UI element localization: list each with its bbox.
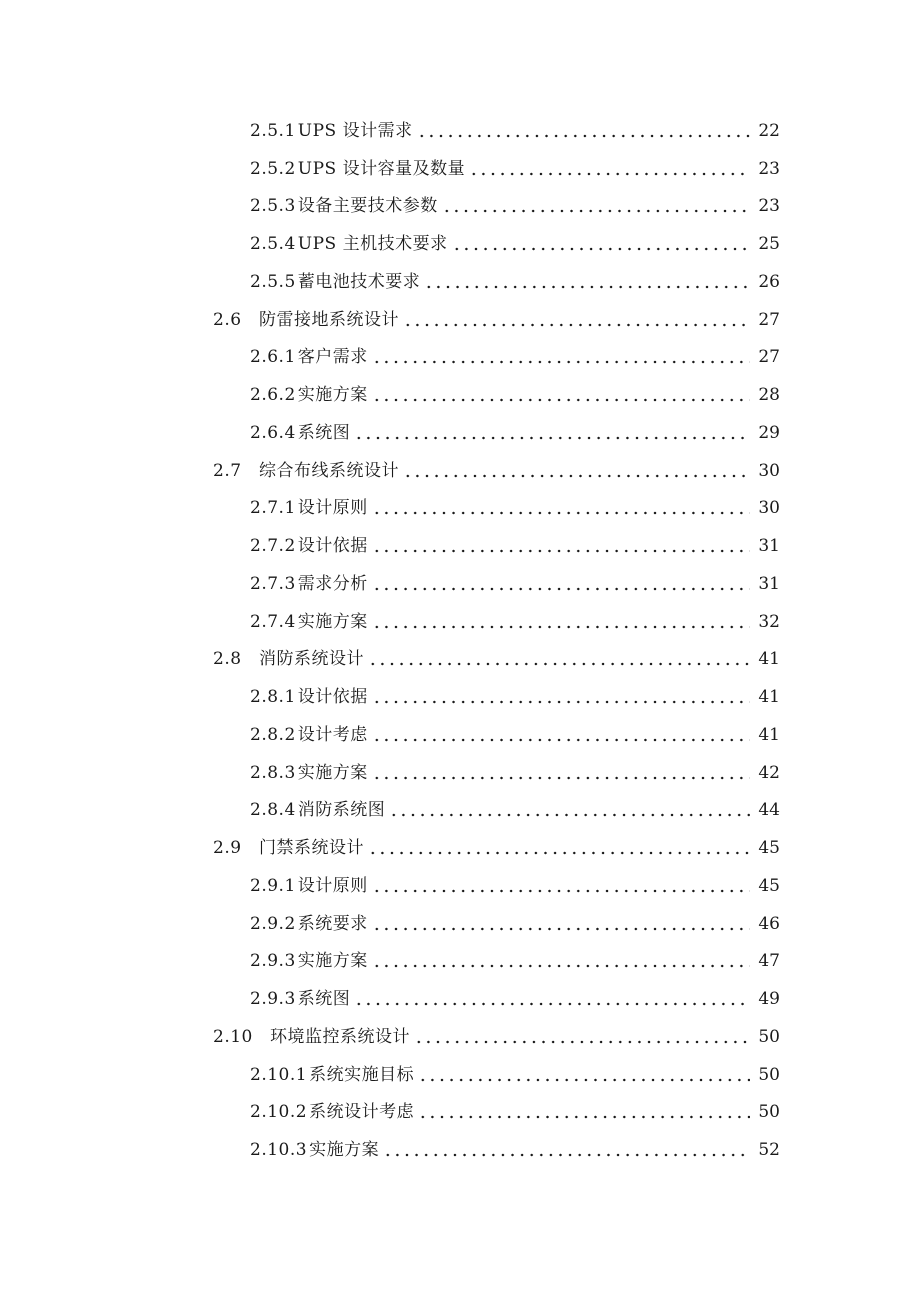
toc-subsection-entry[interactable]	[0, 490, 920, 528]
toc-dot-leader	[354, 423, 750, 443]
toc-entry-title: 客户需求	[297, 347, 368, 368]
toc-dot-leader	[368, 838, 750, 858]
toc-section-entry[interactable]	[0, 829, 920, 867]
toc-entry-number: 2.8.4	[250, 800, 296, 821]
toc-subsection-entry[interactable]	[0, 1056, 920, 1094]
toc-section-entry[interactable]	[0, 301, 920, 339]
toc-subsection-entry[interactable]	[0, 527, 920, 565]
table-of-contents	[0, 112, 920, 1169]
toc-subsection-entry[interactable]	[0, 867, 920, 905]
toc-subsection-entry[interactable]	[0, 716, 920, 754]
toc-subsection-entry[interactable]	[0, 905, 920, 943]
toc-entry-number: 2.7.2	[250, 536, 296, 557]
toc-entry-number: 2.6.1	[250, 347, 296, 368]
toc-dot-leader	[469, 159, 750, 179]
toc-entry-title: 系统图	[297, 422, 351, 443]
toc-entry-number: 2.7.1	[250, 498, 296, 519]
toc-dot-leader	[372, 763, 750, 783]
toc-entry-number: 2.9	[213, 838, 242, 859]
toc-entry-page-number: 42	[758, 762, 780, 783]
toc-entry-title: 系统设计考虑	[309, 1102, 415, 1123]
toc-entry-page-number: 29	[758, 422, 780, 443]
toc-subsection-entry[interactable]	[0, 754, 920, 792]
toc-entry-title: 实施方案	[297, 385, 368, 406]
toc-entry-page-number: 32	[758, 611, 780, 632]
toc-entry-title: 系统图	[297, 989, 351, 1010]
toc-entry-title: 综合布线系统设计	[259, 460, 399, 481]
toc-subsection-entry[interactable]	[0, 565, 920, 603]
toc-entry-page-number: 52	[758, 1140, 780, 1161]
toc-subsection-entry[interactable]	[0, 792, 920, 830]
toc-entry-page-number: 22	[758, 120, 780, 141]
toc-entry-page-number: 46	[758, 913, 780, 934]
toc-entry-number: 2.7.3	[250, 573, 296, 594]
toc-subsection-entry[interactable]	[0, 678, 920, 716]
toc-entry-title: 设计原则	[297, 875, 368, 896]
toc-entry-title: 防雷接地系统设计	[259, 309, 399, 330]
toc-dot-leader	[452, 234, 750, 254]
toc-entry-number: 2.10.2	[250, 1102, 308, 1123]
toc-entry-number: 2.6.2	[250, 385, 296, 406]
toc-dot-leader	[372, 536, 750, 556]
toc-entry-number: 2.9.1	[250, 875, 296, 896]
toc-entry-title: 设计依据	[297, 687, 368, 708]
toc-entry-page-number: 50	[758, 1102, 780, 1123]
toc-subsection-entry[interactable]	[0, 263, 920, 301]
toc-entry-title: 设计原则	[297, 498, 368, 519]
toc-dot-leader	[403, 461, 750, 481]
toc-entry-title: 系统要求	[297, 913, 368, 934]
toc-entry-page-number: 27	[758, 347, 780, 368]
toc-entry-page-number: 41	[758, 687, 780, 708]
toc-dot-leader	[372, 612, 750, 632]
toc-entry-page-number: 50	[758, 1064, 780, 1085]
toc-entry-title: 实施方案	[297, 762, 368, 783]
toc-entry-number: 2.10	[213, 1026, 253, 1047]
toc-entry-page-number: 26	[758, 271, 780, 292]
toc-entry-page-number: 41	[758, 724, 780, 745]
toc-entry-page-number: 47	[758, 951, 780, 972]
toc-entry-page-number: 25	[758, 234, 780, 255]
toc-entry-title: 环境监控系统设计	[270, 1026, 410, 1047]
toc-dot-leader	[417, 121, 750, 141]
toc-subsection-entry[interactable]	[0, 188, 920, 226]
toc-subsection-entry[interactable]	[0, 225, 920, 263]
toc-entry-page-number: 30	[758, 460, 780, 481]
toc-entry-page-number: 45	[758, 875, 780, 896]
toc-entry-number: 2.9.3	[250, 989, 296, 1010]
toc-entry-title: 系统实施目标	[309, 1064, 415, 1085]
toc-subsection-entry[interactable]	[0, 1094, 920, 1132]
toc-entry-number: 2.8.1	[250, 687, 296, 708]
toc-entry-page-number: 50	[758, 1026, 780, 1047]
toc-dot-leader	[372, 385, 750, 405]
toc-entry-page-number: 31	[758, 573, 780, 594]
toc-dot-leader	[368, 649, 750, 669]
toc-entry-page-number: 45	[758, 838, 780, 859]
toc-entry-page-number: 23	[758, 196, 780, 217]
toc-entry-page-number: 41	[758, 649, 780, 670]
toc-entry-number: 2.5.5	[250, 271, 296, 292]
toc-subsection-entry[interactable]	[0, 980, 920, 1018]
toc-entry-page-number: 49	[758, 989, 780, 1010]
toc-dot-leader	[418, 1102, 750, 1122]
toc-entry-number: 2.8.2	[250, 724, 296, 745]
toc-entry-title: 设计考虑	[297, 724, 368, 745]
toc-entry-page-number: 28	[758, 385, 780, 406]
toc-dot-leader	[372, 876, 750, 896]
toc-dot-leader	[389, 800, 750, 820]
toc-subsection-entry[interactable]	[0, 339, 920, 377]
toc-dot-leader	[418, 1065, 750, 1085]
toc-section-entry[interactable]	[0, 641, 920, 679]
toc-entry-title: 实施方案	[297, 611, 368, 632]
toc-dot-leader	[403, 310, 750, 330]
toc-section-entry[interactable]	[0, 452, 920, 490]
toc-entry-number: 2.7	[213, 460, 242, 481]
toc-entry-number: 2.6.4	[250, 422, 296, 443]
toc-dot-leader	[372, 347, 750, 367]
toc-entry-number: 2.5.1	[250, 120, 296, 141]
toc-entry-title: 消防系统图	[297, 800, 386, 821]
toc-entry-number: 2.6	[213, 309, 242, 330]
toc-entry-page-number: 23	[758, 158, 780, 179]
toc-entry-page-number: 30	[758, 498, 780, 519]
toc-entry-number: 2.10.3	[250, 1140, 308, 1161]
toc-entry-title: 消防系统设计	[259, 649, 364, 670]
toc-subsection-entry[interactable]	[0, 943, 920, 981]
toc-subsection-entry[interactable]	[0, 112, 920, 150]
toc-dot-leader	[442, 196, 750, 216]
toc-dot-leader	[372, 498, 750, 518]
toc-entry-number: 2.9.3	[250, 951, 296, 972]
toc-entry-number: 2.8	[213, 649, 242, 670]
toc-dot-leader	[424, 272, 750, 292]
toc-entry-title: 设备主要技术参数	[297, 196, 438, 217]
toc-dot-leader	[372, 574, 750, 594]
toc-entry-page-number: 44	[758, 800, 780, 821]
toc-subsection-entry[interactable]	[0, 603, 920, 641]
toc-entry-title: 需求分析	[297, 573, 368, 594]
toc-entry-title: 设计依据	[297, 536, 368, 557]
toc-entry-title: 蓄电池技术要求	[297, 271, 421, 292]
toc-dot-leader	[414, 1027, 750, 1047]
toc-entry-title: 实施方案	[297, 951, 368, 972]
toc-entry-number: 2.7.4	[250, 611, 296, 632]
toc-dot-leader	[372, 914, 750, 934]
toc-subsection-entry[interactable]	[0, 376, 920, 414]
toc-entry-page-number: 27	[758, 309, 780, 330]
toc-entry-page-number: 31	[758, 536, 780, 557]
toc-dot-leader	[383, 1140, 750, 1160]
toc-entry-title: UPS 设计需求	[297, 120, 413, 141]
toc-dot-leader	[372, 687, 750, 707]
toc-dot-leader	[372, 951, 750, 971]
toc-entry-number: 2.10.1	[250, 1064, 308, 1085]
toc-subsection-entry[interactable]	[0, 414, 920, 452]
toc-subsection-entry[interactable]	[0, 1131, 920, 1169]
toc-entry-number: 2.5.3	[250, 196, 296, 217]
toc-dot-leader	[354, 989, 750, 1009]
toc-entry-title: UPS 主机技术要求	[297, 234, 448, 255]
toc-entry-title: UPS 设计容量及数量	[297, 158, 466, 179]
toc-entry-title: 实施方案	[309, 1140, 380, 1161]
toc-dot-leader	[372, 725, 750, 745]
toc-section-entry[interactable]	[0, 1018, 920, 1056]
toc-entry-number: 2.5.2	[250, 158, 296, 179]
toc-entry-number: 2.5.4	[250, 234, 296, 255]
toc-entry-title: 门禁系统设计	[259, 838, 364, 859]
toc-subsection-entry[interactable]	[0, 150, 920, 188]
toc-entry-number: 2.8.3	[250, 762, 296, 783]
toc-entry-number: 2.9.2	[250, 913, 296, 934]
